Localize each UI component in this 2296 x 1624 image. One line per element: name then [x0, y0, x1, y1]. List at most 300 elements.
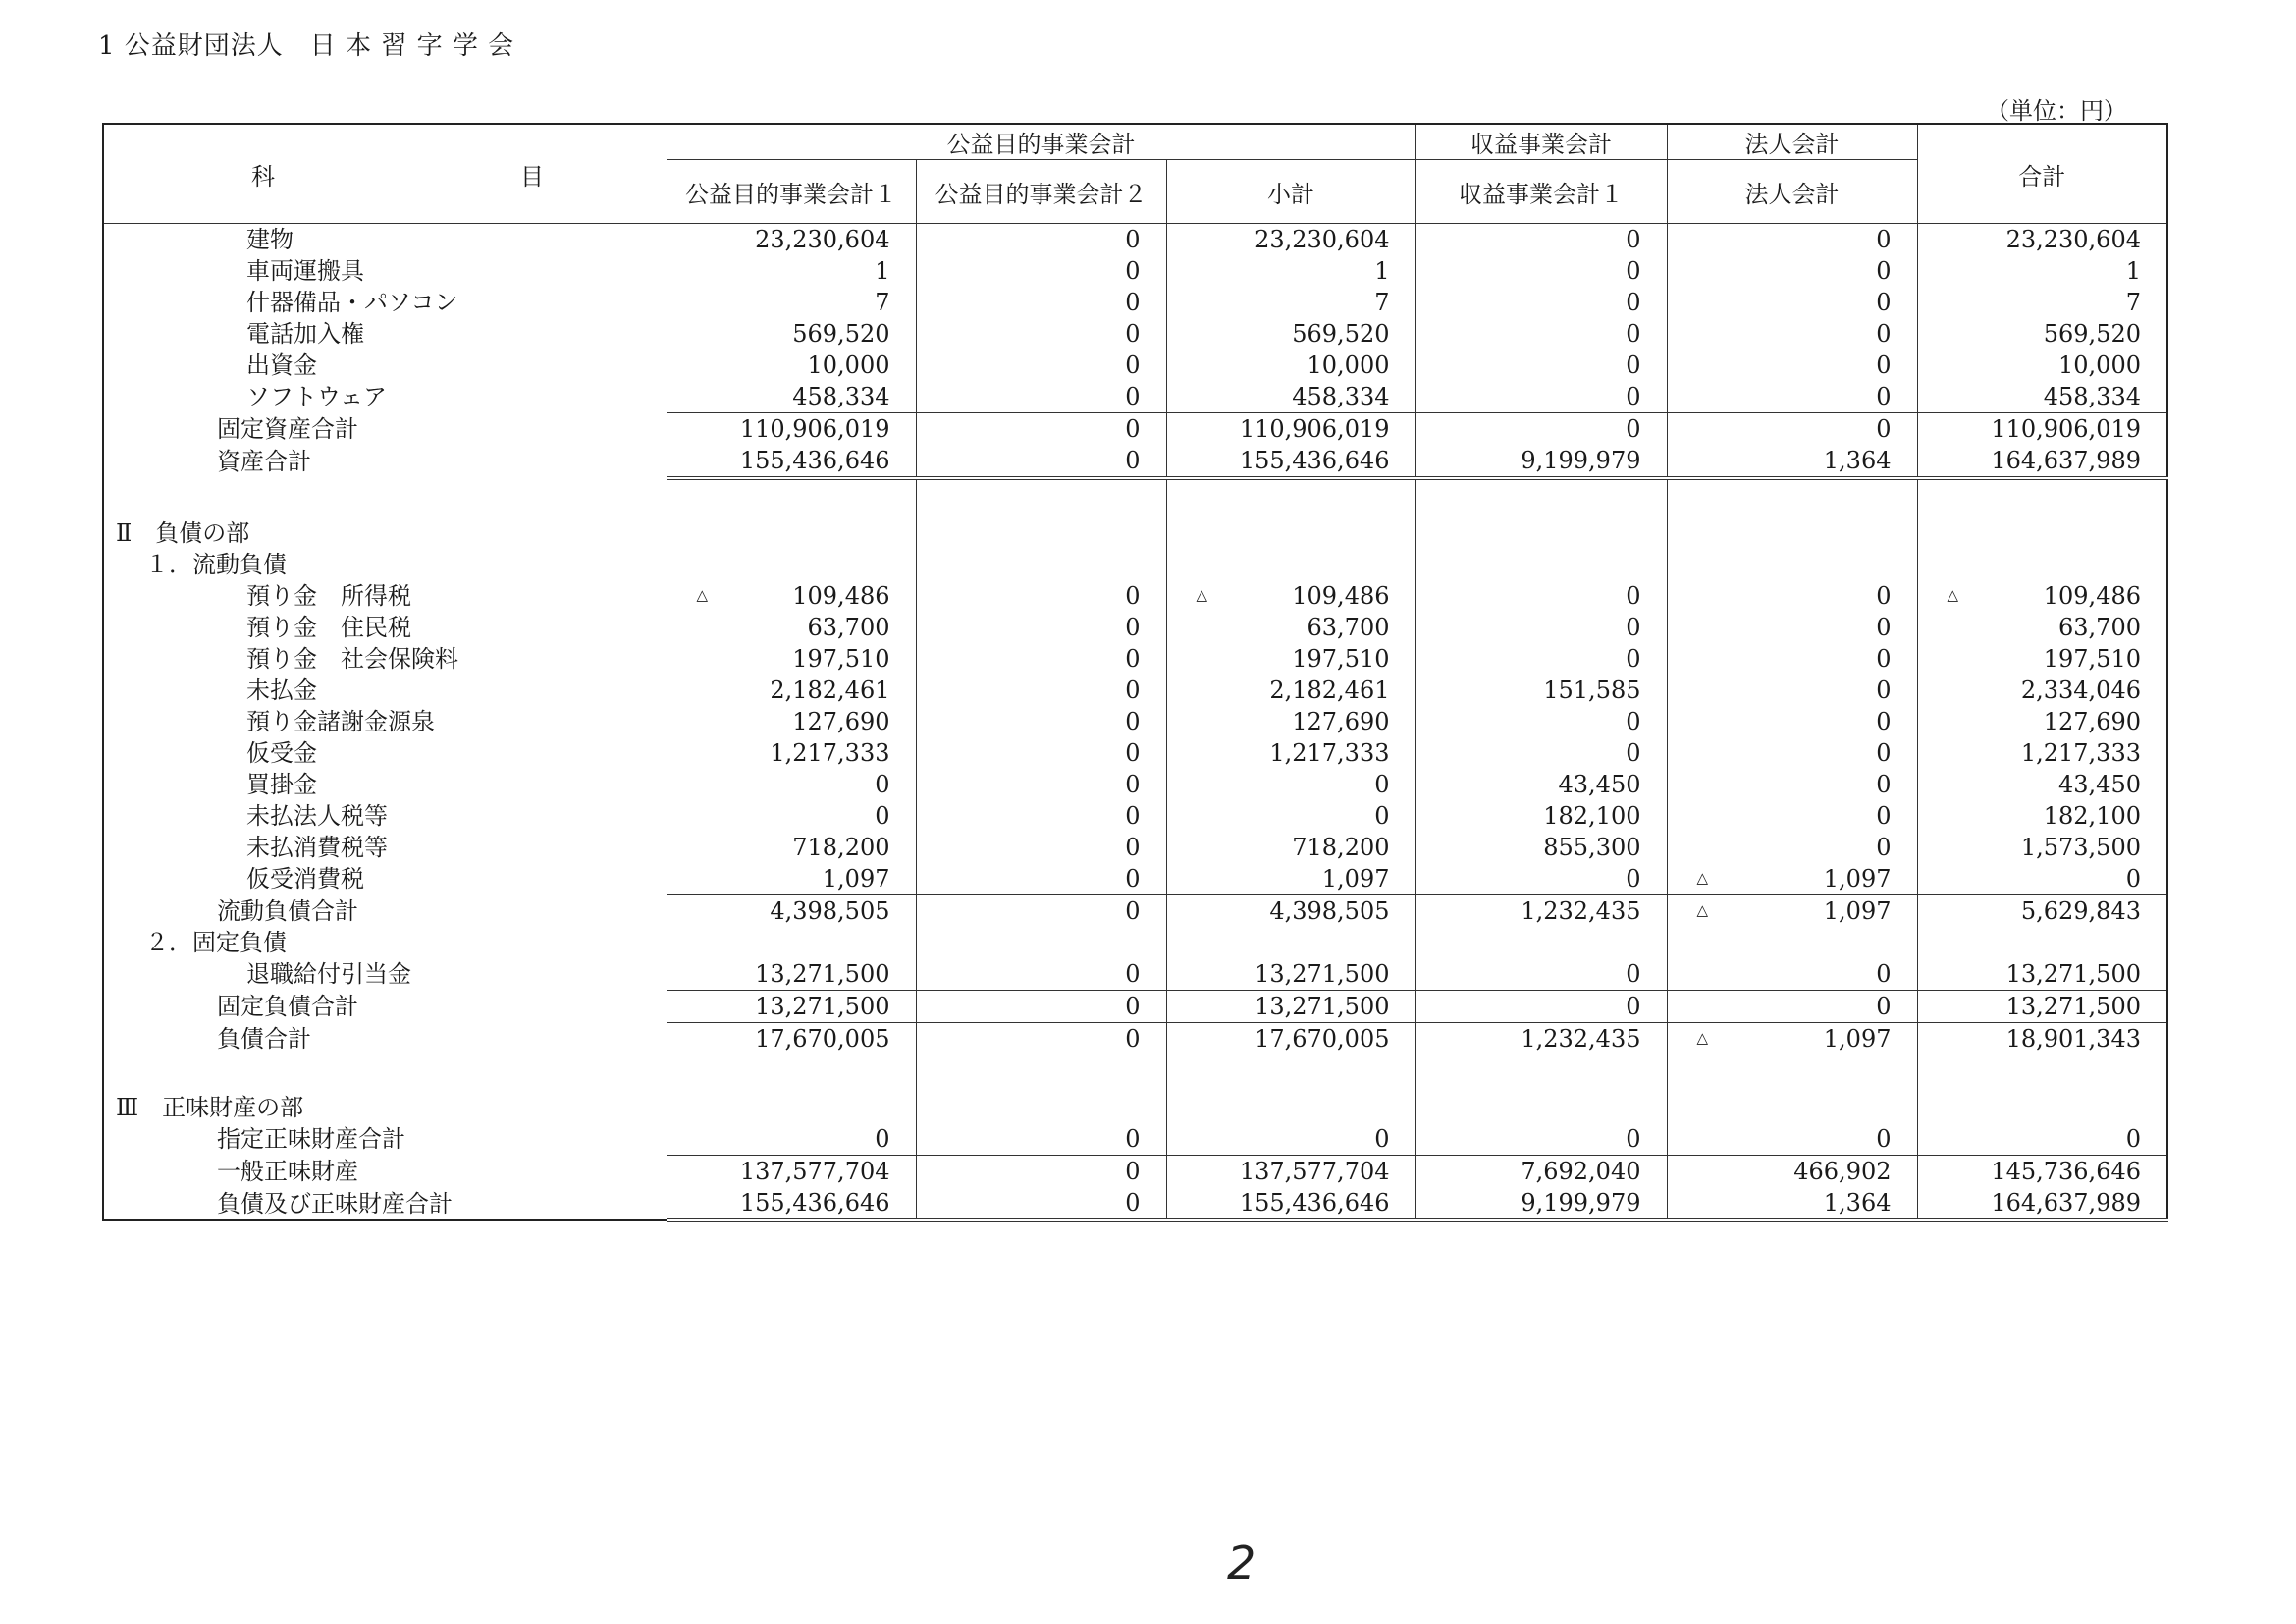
value-text: 0: [1876, 834, 1892, 861]
row-value: [916, 1123, 1166, 1156]
negative-marker: △: [1696, 901, 1709, 919]
row-value: [1415, 800, 1667, 832]
row-value: [916, 1156, 1166, 1188]
value-text: 9,199,979: [1521, 447, 1641, 474]
row-value: [1166, 612, 1415, 643]
row-value: [1415, 1123, 1667, 1156]
value-text: 0: [1125, 897, 1141, 925]
row-value: [1917, 927, 2167, 958]
row-value: [1917, 549, 2167, 580]
value-text: 0: [1125, 614, 1141, 641]
table-row: [103, 800, 2167, 832]
row-label: 預り金 住民税: [103, 612, 667, 643]
row-value: [1166, 1055, 1415, 1092]
value-text: 0: [1125, 352, 1141, 379]
value-text: 0: [1626, 739, 1641, 767]
table-row: [103, 832, 2167, 863]
value-text: 127,690: [1292, 708, 1390, 735]
row-value: [1415, 224, 1667, 256]
row-value: [1917, 580, 2167, 612]
table-row: [103, 580, 2167, 612]
unit-label: （単位：円）: [1986, 97, 2127, 125]
row-value: [667, 1092, 916, 1123]
row-value: [916, 706, 1166, 737]
row-label: 預り金諸謝金源泉: [103, 706, 667, 737]
row-value: [1415, 318, 1667, 350]
value-text: 110,906,019: [1991, 415, 2141, 443]
row-value: [1166, 318, 1415, 350]
row-value: [1917, 1092, 2167, 1123]
negative-marker: △: [696, 586, 709, 604]
row-value: [667, 224, 916, 256]
table-row: [103, 737, 2167, 769]
row-value: [1166, 737, 1415, 769]
value-text: 0: [1876, 415, 1892, 443]
value-text: 1,217,333: [2020, 739, 2141, 767]
row-value: [1917, 1123, 2167, 1156]
row-value: [1917, 1055, 2167, 1092]
value-text: 109,486: [792, 582, 890, 610]
row-value: [1667, 350, 1917, 381]
row-value: [1667, 318, 1917, 350]
row-value: [1166, 958, 1415, 991]
row-value: [667, 549, 916, 580]
row-value: [1166, 413, 1415, 446]
value-text: 109,486: [1292, 582, 1390, 610]
table-row: [103, 927, 2167, 958]
row-value: [1166, 1187, 1415, 1220]
row-value: [667, 478, 916, 517]
value-text: 569,520: [2043, 320, 2141, 348]
table-row: [103, 895, 2167, 928]
table-row: [103, 612, 2167, 643]
value-text: 458,334: [1292, 383, 1390, 410]
row-value: [916, 549, 1166, 580]
row-value: [916, 958, 1166, 991]
value-text: 155,436,646: [739, 447, 890, 474]
value-text: 0: [1876, 993, 1892, 1020]
row-value: [1917, 1023, 2167, 1056]
value-text: 0: [1626, 415, 1641, 443]
row-value: [916, 675, 1166, 706]
value-text: 718,200: [792, 834, 890, 861]
value-text: 63,700: [1307, 614, 1390, 641]
table-row: [103, 255, 2167, 287]
value-text: 0: [1626, 865, 1641, 893]
row-value: [1166, 1156, 1415, 1188]
value-text: 0: [1876, 257, 1892, 285]
value-text: 0: [1125, 447, 1141, 474]
row-value: [1166, 769, 1415, 800]
row-value: [916, 612, 1166, 643]
row-value: [1667, 549, 1917, 580]
group-shueki-header: 収益事業会計: [1415, 124, 1667, 160]
row-value: [1667, 612, 1917, 643]
page-number: 2: [1227, 1537, 1256, 1590]
value-text: 0: [1876, 960, 1892, 988]
row-value: [1667, 1187, 1917, 1220]
row-value: [1415, 832, 1667, 863]
row-value: [1166, 800, 1415, 832]
table-row: [103, 350, 2167, 381]
value-text: 1: [1374, 257, 1390, 285]
table-row: [103, 287, 2167, 318]
row-value: [1415, 991, 1667, 1023]
value-text: 0: [1125, 677, 1141, 704]
hojin-header: 法人会計: [1667, 160, 1917, 224]
value-text: 855,300: [1543, 834, 1641, 861]
row-value: [1667, 1156, 1917, 1188]
row-value: [1415, 1055, 1667, 1092]
value-text: 1,232,435: [1521, 897, 1641, 925]
value-text: 0: [875, 771, 890, 798]
value-text: 0: [1626, 383, 1641, 410]
value-text: 197,510: [2043, 645, 2141, 673]
row-value: [1667, 991, 1917, 1023]
row-value: [1917, 1187, 2167, 1220]
row-value: [1667, 863, 1917, 895]
value-text: 458,334: [2043, 383, 2141, 410]
subtotal-header: 小計: [1166, 160, 1415, 224]
group-koeki-header: 公益目的事業会計: [667, 124, 1415, 160]
row-value: [667, 413, 916, 446]
row-value: [916, 863, 1166, 895]
row-value: [1415, 1187, 1667, 1220]
balance-sheet-table: [102, 123, 2168, 1222]
value-text: 1,217,333: [1269, 739, 1390, 767]
value-text: 110,906,019: [739, 415, 890, 443]
row-value: [916, 1023, 1166, 1056]
value-text: 43,450: [1558, 771, 1641, 798]
kamoku-header: [103, 124, 667, 224]
value-text: 7: [875, 289, 890, 316]
value-text: 0: [1125, 1025, 1141, 1053]
row-value: [1415, 958, 1667, 991]
value-text: 0: [1125, 834, 1141, 861]
row-label: [103, 478, 667, 517]
value-text: 569,520: [792, 320, 890, 348]
value-text: 2,182,461: [1269, 677, 1390, 704]
row-value: [916, 927, 1166, 958]
koeki1-header: 公益目的事業会計１: [667, 160, 916, 224]
table-row: [103, 863, 2167, 895]
row-value: [916, 287, 1166, 318]
value-text: 0: [1374, 771, 1390, 798]
value-text: 0: [1125, 226, 1141, 253]
row-value: [1667, 413, 1917, 446]
row-value: [1415, 769, 1667, 800]
row-label: 流動負債合計: [103, 895, 667, 928]
row-value: [1415, 675, 1667, 706]
value-text: 458,334: [792, 383, 890, 410]
value-text: 0: [1876, 645, 1892, 673]
row-value: [1917, 287, 2167, 318]
table-row: [103, 1123, 2167, 1156]
value-text: 1,097: [1823, 865, 1892, 893]
kamoku-right: 目: [520, 162, 544, 190]
value-text: 0: [1626, 289, 1641, 316]
value-text: 10,000: [807, 352, 890, 379]
row-value: [1166, 350, 1415, 381]
value-text: 1,217,333: [770, 739, 890, 767]
row-label: 仮受金: [103, 737, 667, 769]
row-value: [916, 580, 1166, 612]
value-text: 1,097: [1321, 865, 1390, 893]
value-text: 0: [1626, 352, 1641, 379]
row-label: 預り金 社会保険料: [103, 643, 667, 675]
table-row: [103, 318, 2167, 350]
row-label: 固定資産合計: [103, 413, 667, 446]
value-text: 2,334,046: [2020, 677, 2141, 704]
value-text: 1,097: [1823, 1025, 1892, 1053]
value-text: 137,577,704: [739, 1158, 890, 1185]
row-value: [1917, 958, 2167, 991]
row-value: [916, 413, 1166, 446]
row-value: [1415, 255, 1667, 287]
value-text: 17,670,005: [1255, 1025, 1390, 1053]
table-row: [103, 1055, 2167, 1092]
row-value: [1415, 737, 1667, 769]
row-value: [667, 927, 916, 958]
value-text: 0: [1125, 771, 1141, 798]
row-value: [667, 958, 916, 991]
total-header: 合計: [1917, 124, 2167, 224]
row-value: [1166, 895, 1415, 928]
value-text: 0: [1626, 320, 1641, 348]
value-text: 1,364: [1823, 1189, 1892, 1217]
row-value: [1415, 287, 1667, 318]
value-text: 0: [1626, 257, 1641, 285]
row-value: [1667, 1092, 1917, 1123]
table-row: [103, 1092, 2167, 1123]
row-value: [1917, 832, 2167, 863]
row-value: [1917, 612, 2167, 643]
value-text: 0: [1876, 771, 1892, 798]
value-text: 7: [2125, 289, 2141, 316]
shueki1-header: 収益事業会計１: [1415, 160, 1667, 224]
row-label: １．流動負債: [103, 549, 667, 580]
row-value: [667, 1055, 916, 1092]
value-text: 197,510: [1292, 645, 1390, 673]
row-value: [916, 517, 1166, 549]
value-text: 4,398,505: [770, 897, 890, 925]
row-label: 未払金: [103, 675, 667, 706]
value-text: 0: [1125, 257, 1141, 285]
row-label: 什器備品・パソコン: [103, 287, 667, 318]
row-value: [916, 445, 1166, 478]
table-row: [103, 769, 2167, 800]
row-value: [1166, 675, 1415, 706]
value-text: 13,271,500: [755, 960, 890, 988]
row-value: [1166, 863, 1415, 895]
row-value: [1415, 863, 1667, 895]
row-value: [667, 832, 916, 863]
row-value: [667, 255, 916, 287]
row-value: [1917, 517, 2167, 549]
row-label: 退職給付引当金: [103, 958, 667, 991]
row-value: [1917, 737, 2167, 769]
row-value: [1917, 318, 2167, 350]
table-row: [103, 413, 2167, 446]
row-value: [1166, 1023, 1415, 1056]
row-value: [667, 706, 916, 737]
value-text: 0: [1125, 1125, 1141, 1153]
value-text: 1,573,500: [2020, 834, 2141, 861]
row-value: [1415, 445, 1667, 478]
row-value: [1667, 706, 1917, 737]
row-value: [1166, 1123, 1415, 1156]
value-text: 182,100: [1543, 802, 1641, 830]
row-value: [916, 1092, 1166, 1123]
table-row: [103, 445, 2167, 478]
value-text: 1,097: [1823, 897, 1892, 925]
row-value: [1166, 643, 1415, 675]
value-text: 0: [2125, 865, 2141, 893]
row-value: [1917, 643, 2167, 675]
value-text: 145,736,646: [1991, 1158, 2141, 1185]
value-text: 0: [1626, 645, 1641, 673]
table-row: [103, 224, 2167, 256]
value-text: 109,486: [2043, 582, 2141, 610]
value-text: 110,906,019: [1239, 415, 1390, 443]
row-value: [1917, 381, 2167, 413]
value-text: 0: [1626, 708, 1641, 735]
row-value: [1667, 832, 1917, 863]
value-text: 0: [1876, 383, 1892, 410]
value-text: 18,901,343: [2005, 1025, 2141, 1053]
group-hojin-header: 法人会計: [1667, 124, 1917, 160]
row-value: [916, 643, 1166, 675]
row-label: 未払消費税等: [103, 832, 667, 863]
table-row: [103, 517, 2167, 549]
negative-marker: △: [1196, 586, 1208, 604]
row-value: [1667, 478, 1917, 517]
row-value: [916, 991, 1166, 1023]
row-value: [1667, 1023, 1917, 1056]
row-value: [667, 769, 916, 800]
value-text: 0: [1125, 320, 1141, 348]
value-text: 0: [1125, 802, 1141, 830]
row-value: [1917, 350, 2167, 381]
row-value: [1917, 895, 2167, 928]
row-value: [1166, 580, 1415, 612]
row-value: [1667, 800, 1917, 832]
row-value: [667, 863, 916, 895]
value-text: 5,629,843: [2020, 897, 2141, 925]
value-text: 4,398,505: [1269, 897, 1390, 925]
row-value: [916, 478, 1166, 517]
value-text: 17,670,005: [755, 1025, 890, 1053]
value-text: 0: [875, 1125, 890, 1153]
value-text: 0: [1626, 614, 1641, 641]
row-value: [1166, 1092, 1415, 1123]
value-text: 23,230,604: [1255, 226, 1390, 253]
value-text: 0: [1125, 415, 1141, 443]
row-value: [1917, 478, 2167, 517]
row-value: [1166, 287, 1415, 318]
row-label: Ⅲ 正味財産の部: [103, 1092, 667, 1123]
row-value: [1166, 255, 1415, 287]
value-text: 155,436,646: [739, 1189, 890, 1217]
value-text: 0: [1876, 739, 1892, 767]
row-value: [916, 737, 1166, 769]
row-label: 固定負債合計: [103, 991, 667, 1023]
value-text: 23,230,604: [755, 226, 890, 253]
table-row: [103, 643, 2167, 675]
value-text: 1,097: [822, 865, 890, 893]
row-value: [1415, 350, 1667, 381]
row-value: [1917, 991, 2167, 1023]
row-value: [1917, 413, 2167, 446]
row-value: [1667, 580, 1917, 612]
row-value: [1166, 991, 1415, 1023]
table-row: [103, 1023, 2167, 1056]
negative-marker: △: [1947, 586, 1959, 604]
value-text: 0: [1125, 383, 1141, 410]
table-row: [103, 958, 2167, 991]
value-text: 0: [1125, 582, 1141, 610]
row-label: 電話加入権: [103, 318, 667, 350]
row-value: [667, 287, 916, 318]
row-value: [1917, 224, 2167, 256]
value-text: 1: [2125, 257, 2141, 285]
row-value: [1667, 737, 1917, 769]
row-value: [1667, 224, 1917, 256]
value-text: 1: [875, 257, 890, 285]
row-value: [1166, 517, 1415, 549]
row-label: 負債合計: [103, 1023, 667, 1056]
value-text: 155,436,646: [1239, 1189, 1390, 1217]
row-value: [667, 675, 916, 706]
row-value: [916, 224, 1166, 256]
row-value: [667, 580, 916, 612]
row-value: [1415, 517, 1667, 549]
table-row: [103, 991, 2167, 1023]
value-text: 0: [1374, 802, 1390, 830]
kamoku-left: 科: [251, 162, 275, 190]
koeki2-header: 公益目的事業会計２: [916, 160, 1166, 224]
row-value: [1415, 895, 1667, 928]
value-text: 0: [1876, 802, 1892, 830]
row-value: [1415, 1023, 1667, 1056]
row-value: [1667, 445, 1917, 478]
row-value: [1415, 1156, 1667, 1188]
row-value: [1415, 580, 1667, 612]
row-value: [667, 350, 916, 381]
table-row: [103, 381, 2167, 413]
row-value: [667, 643, 916, 675]
row-value: [667, 381, 916, 413]
value-text: 13,271,500: [1255, 993, 1390, 1020]
row-label: [103, 1055, 667, 1092]
value-text: 7: [1374, 289, 1390, 316]
value-text: 0: [1876, 320, 1892, 348]
row-label: Ⅱ 負債の部: [103, 517, 667, 549]
row-value: [1415, 381, 1667, 413]
value-text: 0: [1626, 993, 1641, 1020]
value-text: 137,577,704: [1239, 1158, 1390, 1185]
row-label: 資産合計: [103, 445, 667, 478]
row-value: [1415, 706, 1667, 737]
row-value: [916, 318, 1166, 350]
row-value: [667, 1023, 916, 1056]
row-value: [1667, 769, 1917, 800]
value-text: 10,000: [1307, 352, 1390, 379]
value-text: 0: [875, 802, 890, 830]
row-label: 出資金: [103, 350, 667, 381]
negative-marker: △: [1696, 1029, 1709, 1047]
value-text: 0: [1626, 1125, 1641, 1153]
